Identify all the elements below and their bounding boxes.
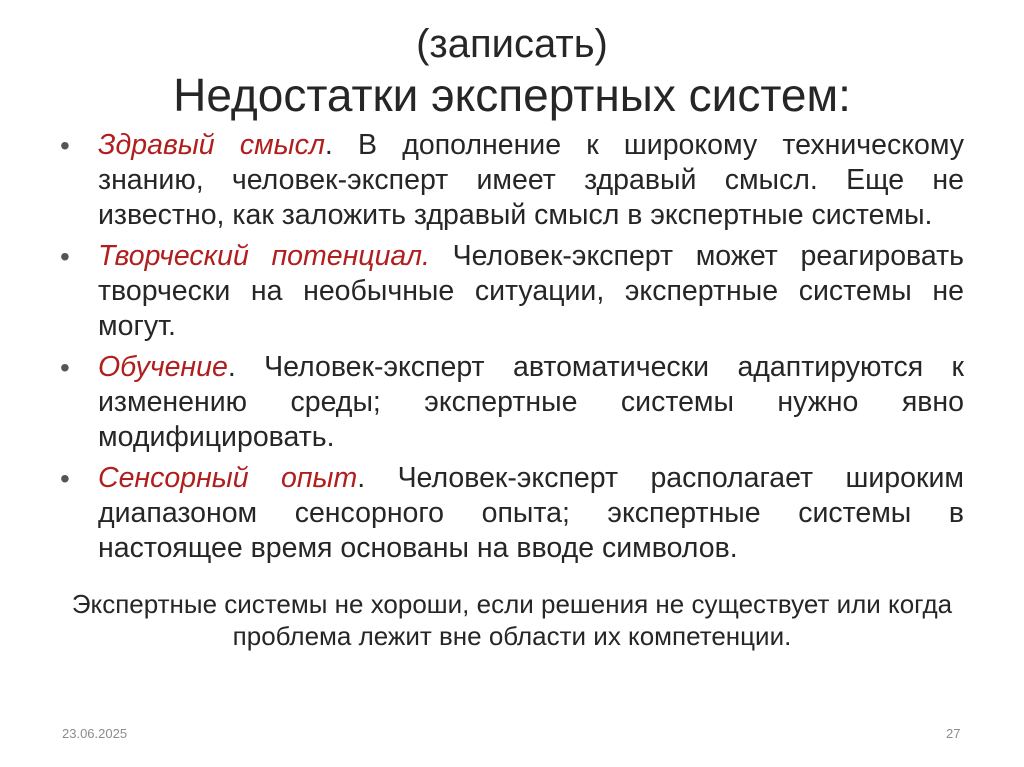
- page-number: 27: [946, 726, 961, 741]
- bullet-text: . Человек-эксперт располагает широким диапазоном сенсорного опыта; экспертные системы в настоящее время основаны на вводе символов.: [98, 462, 964, 564]
- footer-date: 23.06.2025: [62, 726, 128, 741]
- title-block: [0, 20, 1024, 122]
- slide-subtitle: (записать): [416, 22, 608, 66]
- slide-title: Недостатки экспертных систем:: [173, 69, 851, 121]
- bullet-item: [60, 239, 964, 344]
- bullet-text: . Человек-эксперт автоматически адаптируются к изменению среды; экспертные системы нужно явно модифицировать.: [98, 351, 964, 453]
- bullet-list: [60, 128, 964, 572]
- bullet-term: Здравый смысл: [98, 129, 325, 161]
- bullet-icon: •: [60, 463, 70, 494]
- bullet-item: [60, 461, 964, 566]
- bullet-text: . В дополнение к широкому техническому знанию, человек-эксперт имеет здравый смысл. Еще не известно, как заложить здравый смысл в экспертные системы.: [98, 129, 964, 231]
- conclusion-text: Экспертные системы не хороши, если решения не существует или когда проблема лежит вне области их компетенции.: [71, 589, 953, 651]
- bullet-term: Обучение: [98, 351, 228, 383]
- bullet-item: [60, 350, 964, 455]
- bullet-item: [60, 128, 964, 233]
- bullet-icon: •: [60, 352, 70, 383]
- bullet-icon: •: [60, 130, 70, 161]
- bullet-term: Сенсорный опыт: [98, 462, 358, 494]
- bullet-text: Человек-эксперт может реагировать творчески на необычные ситуации, экспертные системы не могут.: [98, 240, 965, 342]
- bullet-term: Творческий потенциал.: [98, 240, 430, 272]
- bullet-icon: •: [60, 241, 70, 272]
